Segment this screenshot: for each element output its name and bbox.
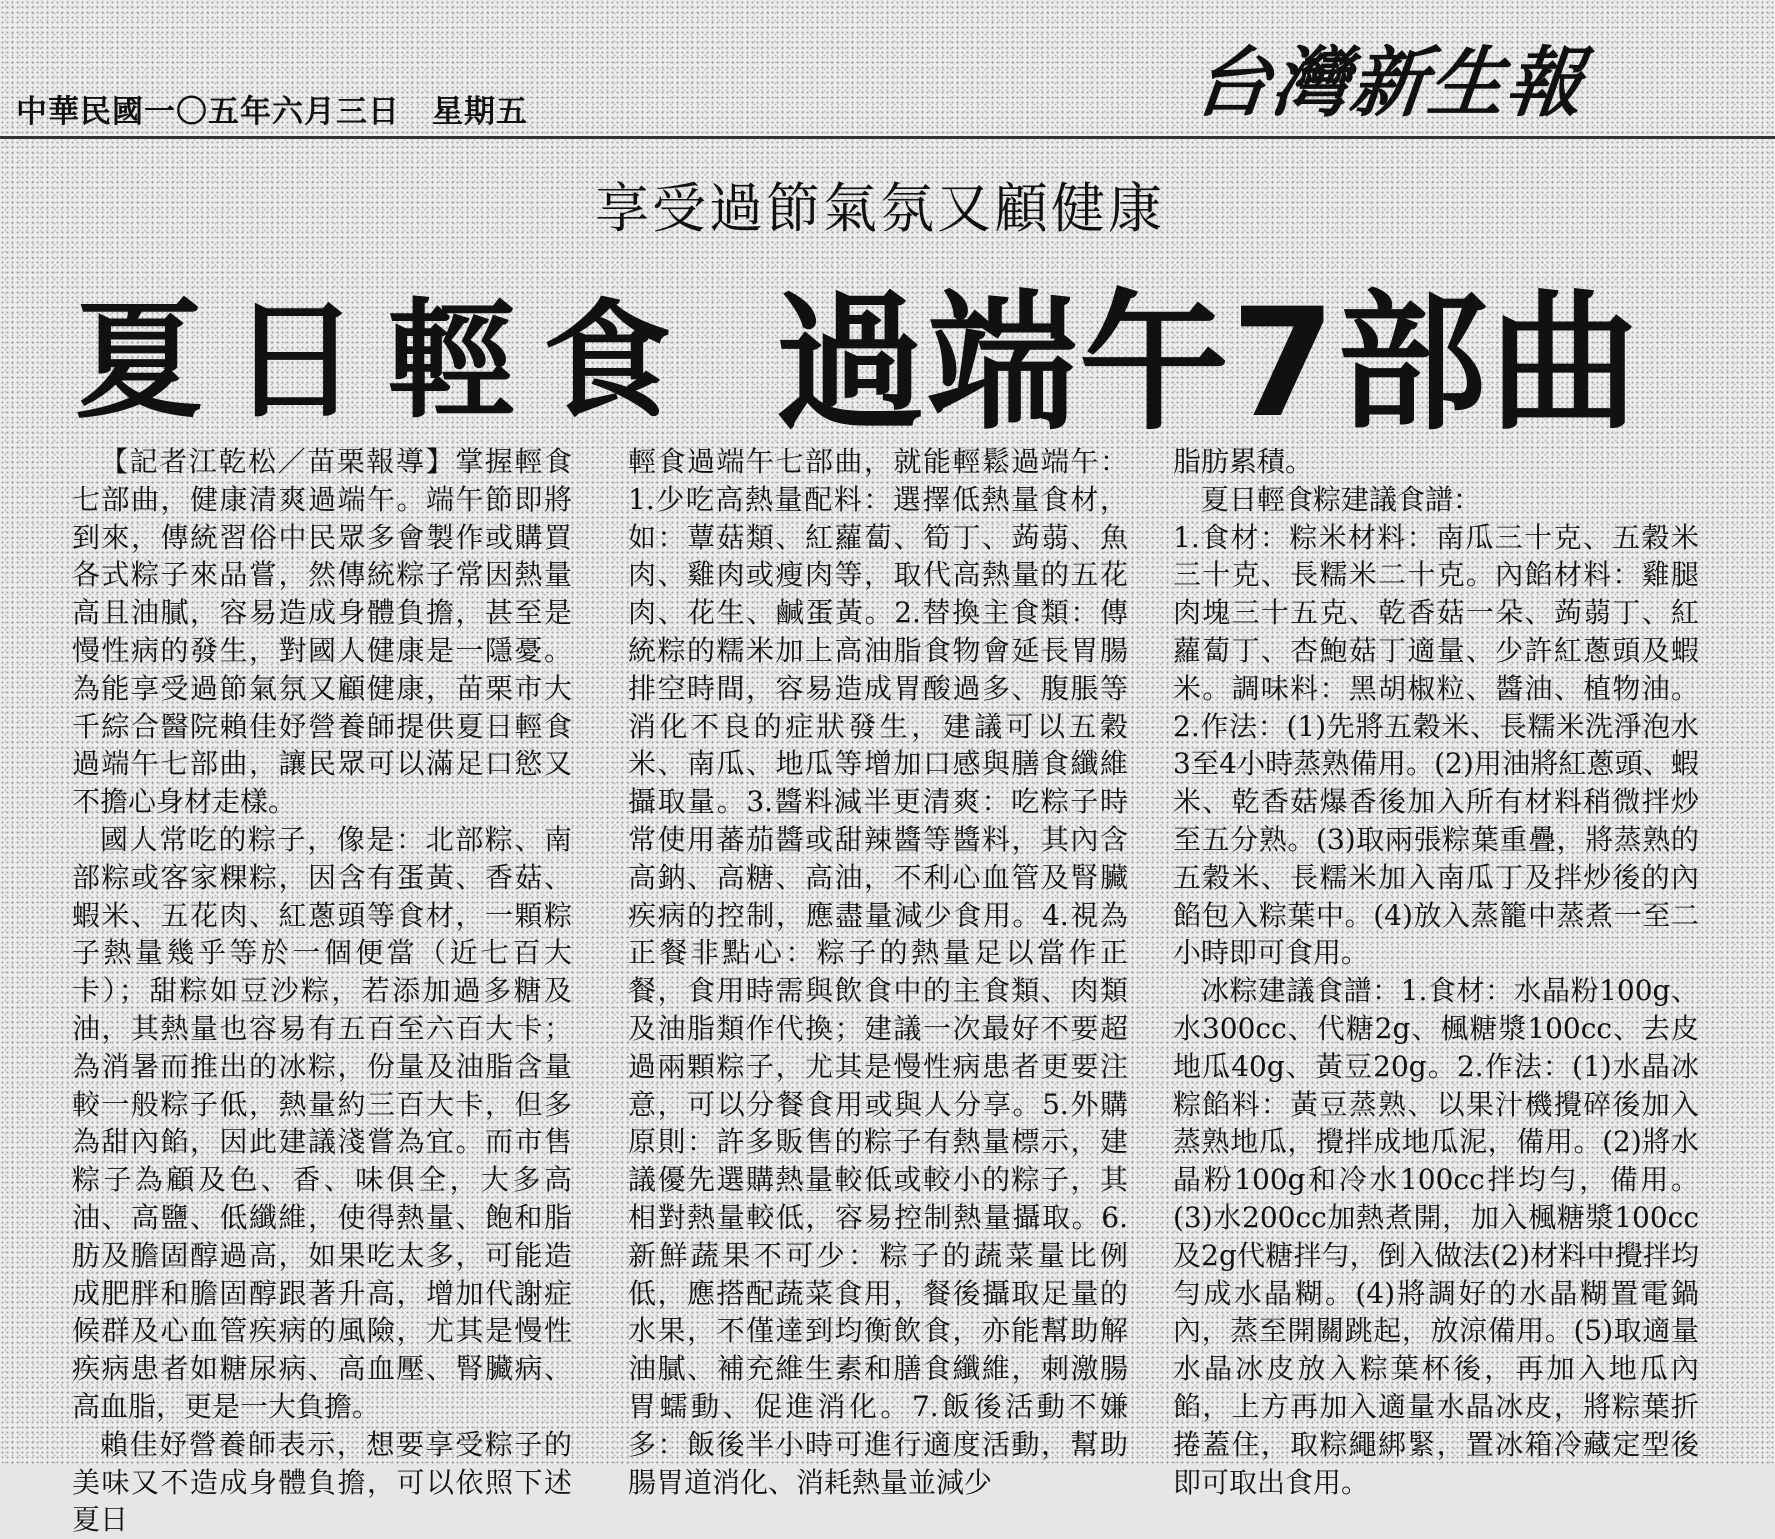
article-subheadline: 享受過節氣氛又顧健康 — [595, 177, 1165, 240]
header-rule — [0, 136, 1775, 139]
paragraph: 1.食材：粽米材料：南瓜三十克、五穀米三十克、長糯米二十克。內餡材料：雞腿肉塊三十五克、乾香菇一朵、蒟蒻丁、紅蘿蔔丁、杏鮑菇丁適量、少許紅蔥頭及蝦米。調味料：黑胡椒粒、醬油、植物油。2.作法：(1)先將五穀米、長糯米洗淨泡水3至4小時蒸熟備用。(2)用油將紅蔥頭、蝦米、乾香菇爆香後加入所有材料稍微拌炒至五分熟。(3)取兩張粽葉重疊，將蒸熟的五穀米、長糯米加入南瓜丁及拌炒後的內餡包入粽葉中。(4)放入蒸籠中蒸煮一至二小時即可食用。 — [1173, 520, 1699, 970]
article-column-3 — [1173, 443, 1699, 1501]
paragraph: 脂肪累積。 — [1173, 445, 1314, 478]
dateline: 中華民國一〇五年六月三日 星期五 — [16, 94, 528, 130]
paragraph: 冰粽建議食譜：1.食材：水晶粉100g、水300cc、代糖2g、楓糖漿100cc、去皮地瓜40g、黃豆20g。2.作法：(1)水晶冰粽餡料：黃豆蒸熟、以果汁機攪碎後加入蒸熟地瓜，攪拌成地瓜泥，備用。(2)將水晶粉100g和冷水100cc拌均勻，備用。(3)水200cc加熱煮開，加入楓糖漿100cc及2g代糖拌勻，倒入做法(2)材料中攪拌均勻成水晶糊。(4)將調好的水晶糊置電鍋內，蒸至開關跳起，放涼備用。(5)取適量水晶冰皮放入粽葉杯後，再加入地瓜內餡，上方再加入適量水晶冰皮，將粽葉折捲蓋住，取粽繩綁緊，置冰箱冷藏定型後即可取出食用。 — [1173, 974, 1699, 1499]
article-headline-left: 夏日輕食 — [75, 286, 700, 436]
newspaper-masthead: 台灣新生報 — [1189, 38, 1590, 127]
paragraph: 國人常吃的粽子，像是：北部粽、南部粽或客家粿粽，因含有蛋黃、香菇、蝦米、五花肉、紅蔥頭等食材，一顆粽子熱量幾乎等於一個便當（近七百大卡）；甜粽如豆沙粽，若添加過多糖及油，其熱量也容易有五百至六百大卡；為消暑而推出的冰粽，份量及油脂含量較一般粽子低，熱量約三百大卡，但多為甜內餡，因此建議淺嘗為宜。而市售粽子為顧及色、香、味俱全，大多高油、高鹽、低纖維，使得熱量、飽和脂肪及膽固醇過高，如果吃太多，可能造成肥胖和膽固醇跟著升高，增加代謝症候群及心血管疾病的風險，尤其是慢性疾病患者如糖尿病、高血壓、腎臟病、高血脂，更是一大負擔。 — [72, 822, 572, 1423]
paragraph: 【記者江乾松／苗栗報導】掌握輕食七部曲，健康清爽過端午。端午節即將到來，傳統習俗中民眾多會製作或購買各式粽子來品嘗，然傳統粽子常因熱量高且油膩，容易造成身體負擔，甚至是慢性病的發生，對國人健康是一隱憂。為能享受過節氣氛又顧健康，苗栗市大千綜合醫院賴佳妤營養師提供夏日輕食過端午七部曲，讓民眾可以滿足口慾又不擔心身材走樣。 — [72, 445, 572, 819]
paragraph: 輕食過端午七部曲，就能輕鬆過端午：1.少吃高熱量配料：選擇低熱量食材，如：蕈菇類、紅蘿蔔、筍丁、蒟蒻、魚肉、雞肉或瘦肉等，取代高熱量的五花肉、花生、鹹蛋黃。2.替換主食類：傳統粽的糯米加上高油脂食物會延長胃腸排空時間，容易造成胃酸過多、腹脹等消化不良的症狀發生，建議可以五穀米、南瓜、地瓜等增加口感與膳食纖維攝取量。3.醬料減半更清爽：吃粽子時常使用蕃茄醬或甜辣醬等醬料，其內含高鈉、高糖、高油，不利心血管及腎臟疾病的控制，應盡量減少食用。4.視為正餐非點心：粽子的熱量足以當作正餐，食用時需與飲食中的主食類、肉類及油脂類作代換；建議一次最好不要超過兩顆粽子，尤其是慢性病患者更要注意，可以分餐食用或與人分享。5.外購原則：許多販售的粽子有熱量標示，建議優先選購熱量較低或較小的粽子，其相對熱量較低，容易控制熱量攝取。6.新鮮蔬果不可少：粽子的蔬菜量比例低，應搭配蔬菜食用，餐後攝取足量的水果，不僅達到均衡飲食，亦能幫助解油膩、補充維生素和膳食纖維，刺激腸胃蠕動、促進消化。7.飯後活動不嫌多：飯後半小時可進行適度活動，幫助腸胃道消化、消耗熱量並減少 — [628, 445, 1128, 1499]
paragraph: 夏日輕食粽建議食譜： — [1201, 482, 1482, 516]
article-column-2 — [628, 443, 1128, 1501]
article-column-1 — [72, 443, 572, 1539]
paragraph: 賴佳妤營養師表示，想要享受粽子的美味又不造成身體負擔，可以依照下述夏日 — [72, 1427, 572, 1537]
article-headline-right: 過端午7部曲 — [775, 277, 1642, 451]
